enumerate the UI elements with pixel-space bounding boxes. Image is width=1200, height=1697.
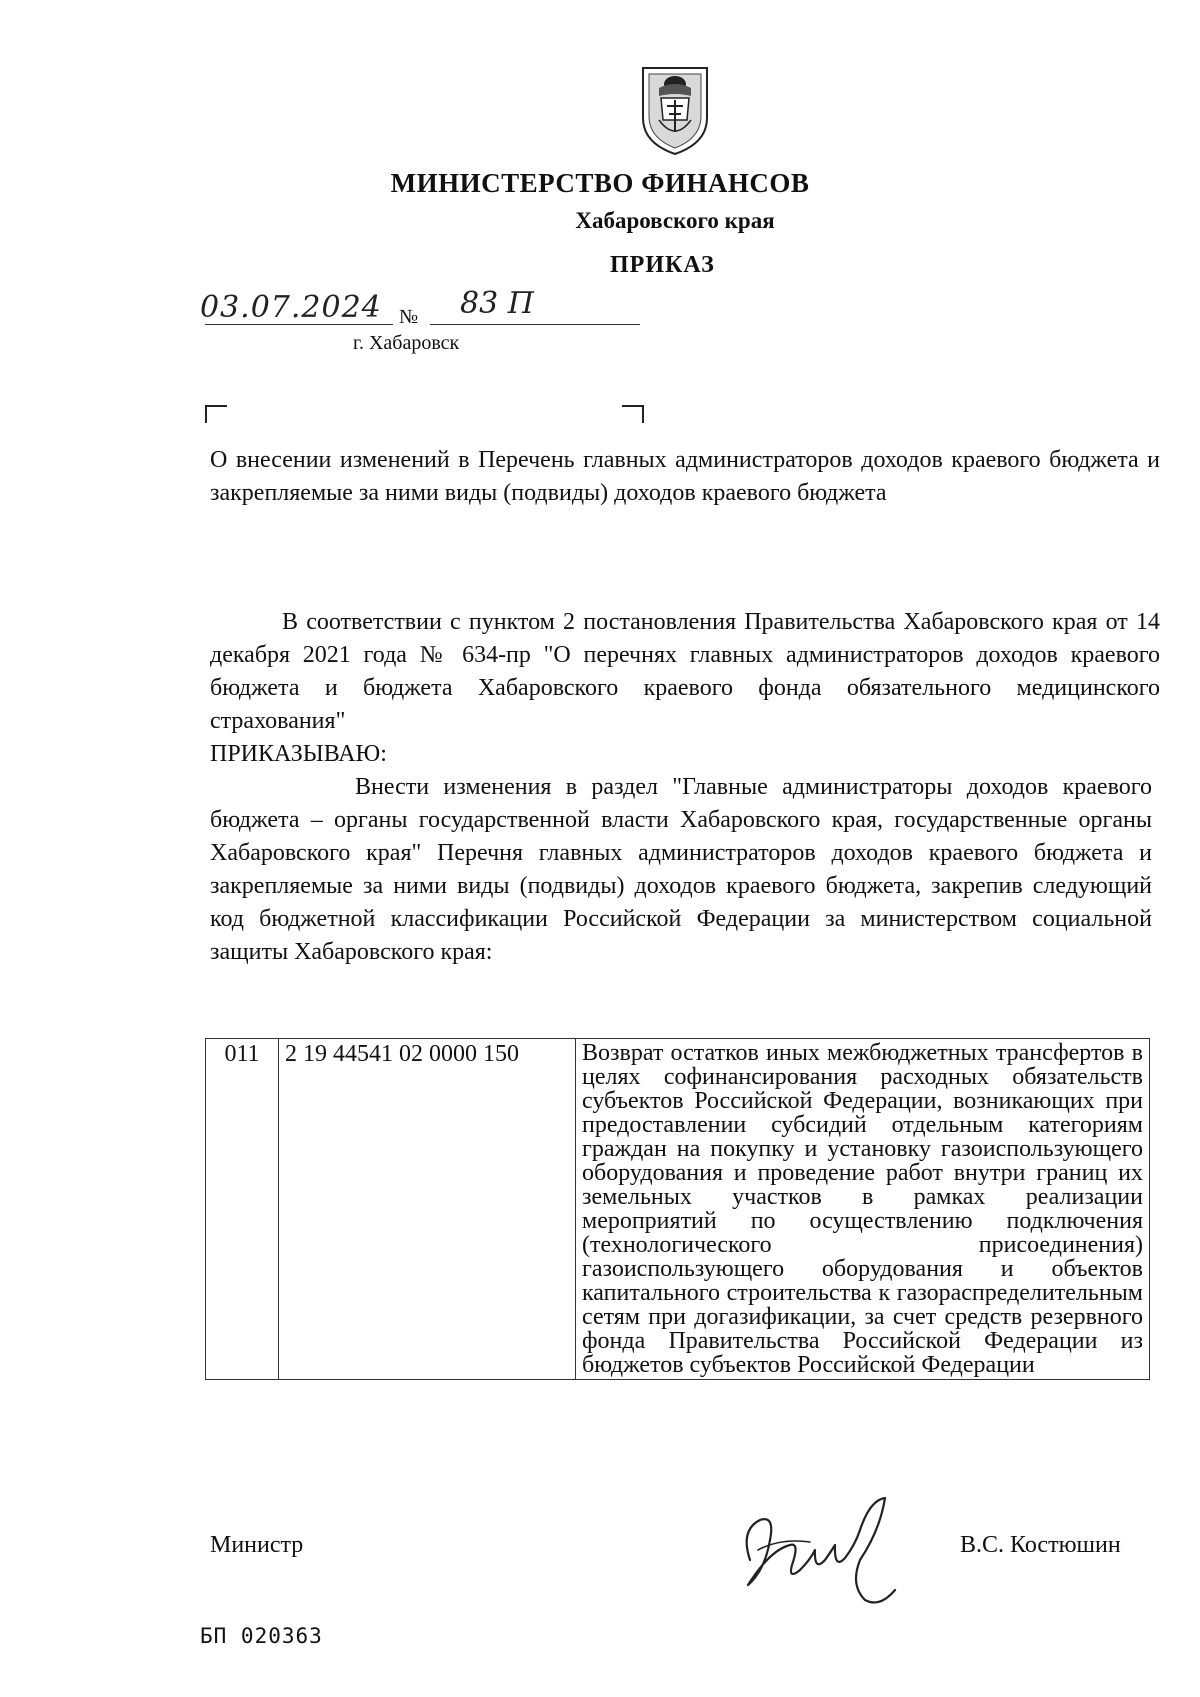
order-number: 83 П <box>460 286 534 321</box>
order-subject: О внесении изменений в Перечень главных администраторов доходов краевого бюджета и закрепляемые за ними виды (подвиды) доходов краевого бюджета <box>210 447 1160 506</box>
handwritten-signature-icon <box>730 1490 905 1610</box>
order-word: ПРИКАЗЫВАЮ: <box>210 741 387 767</box>
city: г. Хабаровск <box>353 332 460 354</box>
budget-codes-table <box>205 1038 1150 1380</box>
income-name-cell: Возврат остатков иных межбюджетных трансфертов в целях софинансирования расходных обязательств субъектов Российской Федерации, возникающих при предоставлении субсидий отдельным категориям граждан на покупку и установку газоиспользующего оборудования и проведение работ внутри границ их земельных участков в рамках реализации мероприятий по осуществлению подключения (технологического присоединения) газоиспользующего оборудования и объектов капитального строительства к газораспределительным сетям при догазификации, за счет средств резервного фонда Правительства Российской Федерации из бюджетов субъектов Российской Федерации <box>576 1039 1150 1380</box>
signer-name: В.С. Костюшин <box>960 1532 1121 1558</box>
coat-of-arms-icon <box>635 58 715 158</box>
order-body: Внести изменения в раздел "Главные администраторы доходов краевого бюджета – органы государственной власти Хабаровского края, государственные органы Хабаровского края" Перечня главных администраторов доходов краевого бюджета и закрепляемые за ними виды (подвиды) доходов краевого бюджета, закрепив следующий код бюджетной классификации Российской Федерации за министерством социальной защиты Хабаровского края: <box>210 774 1152 965</box>
region-name: Хабаровского края <box>575 208 775 233</box>
subject-bracket-left <box>205 405 227 423</box>
admin-code-cell: 011 <box>206 1039 279 1380</box>
date-underline <box>205 324 393 325</box>
preamble: В соответствии с пунктом 2 постановления Правительства Хабаровского края от 14 декабря 2021 года № 634-пр "О перечнях главных администраторов доходов краевого бюджета и бюджета Хабаровского краевого фонда обязательного медицинского страхования" <box>210 609 1160 734</box>
kbk-cell: 2 19 44541 02 0000 150 <box>279 1039 576 1380</box>
subject-bracket-right <box>622 405 644 423</box>
document-code: БП 020363 <box>200 1624 323 1648</box>
table-row <box>206 1039 1150 1380</box>
number-sign: № <box>399 306 419 328</box>
ministry-name: МИНИСТЕРСТВО ФИНАНСОВ <box>390 168 810 198</box>
document-type: ПРИКАЗ <box>610 252 715 278</box>
number-underline <box>430 324 640 325</box>
order-date: 03.07.2024 <box>200 290 382 325</box>
signer-position: Министр <box>210 1532 304 1558</box>
